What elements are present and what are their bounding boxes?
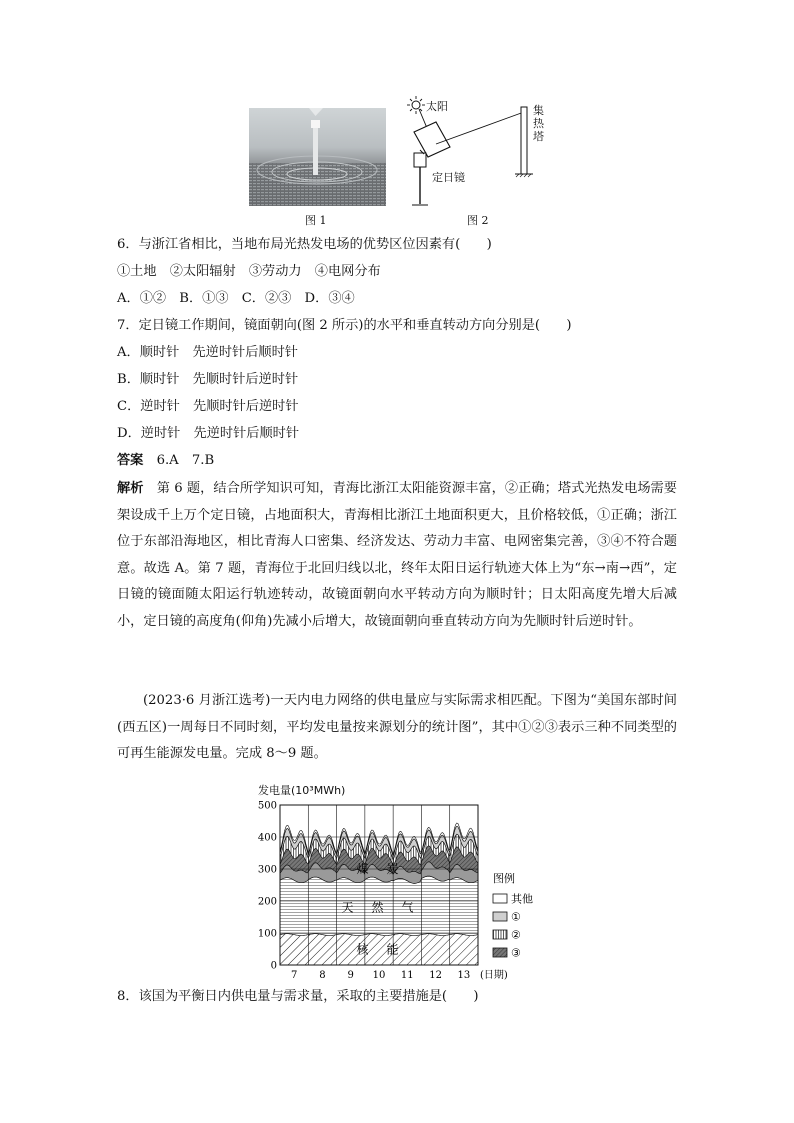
legend-item-label: 其他 [511, 892, 533, 906]
x-tick-label: 12 [429, 970, 442, 981]
power-generation-chart [250, 782, 550, 982]
x-tick-label: 9 [347, 970, 354, 981]
legend-item-label: ② [511, 928, 521, 942]
sun-label: 太阳 [426, 100, 448, 113]
x-tick-label: 7 [290, 970, 298, 981]
legend-title: 图例 [493, 872, 515, 885]
chart-ylabel: 发电量(10³MWh) [258, 784, 346, 797]
series-label-1: 天 然 气 [341, 900, 417, 915]
x-tick-label: 11 [400, 970, 414, 981]
q7-option-d: D．逆时针 先逆时针后顺时针 [117, 426, 300, 441]
figure1-caption: 图 1 [305, 214, 327, 227]
y-tick-label: 300 [257, 864, 277, 876]
legend-swatch [493, 948, 507, 957]
q6-stem: 6．与浙江省相比，当地布局光热发电场的优势区位因素有( ) [117, 237, 492, 252]
q6-options: A．①② B．①③ C．②③ D．③④ [117, 291, 355, 306]
tower-label: 集热塔 [533, 104, 544, 143]
solar-plant-photo [249, 108, 386, 206]
legend-swatch [493, 930, 507, 939]
analysis-label: 解析 [117, 481, 144, 496]
y-tick-label: 400 [257, 832, 277, 844]
legend-item-label: ① [511, 910, 521, 924]
q7-stem: 7．定日镜工作期间，镜面朝向(图 2 所示)的水平和垂直转动方向分别是( ) [117, 318, 572, 333]
y-tick-label: 0 [270, 960, 277, 972]
q7-option-b: B．顺时针 先顺时针后逆时针 [117, 372, 299, 387]
heliostat-diagram [400, 92, 550, 210]
series-label-2: 煤 炭 [356, 862, 402, 876]
intro-paragraph: (2023·6 月浙江选考)一天内电力网络的供电量应与实际需求相匹配。下图为“美国东部时间(西五区)一周每日不同时刻，平均发电量按来源划分的统计图”，其中①②③表示三种不同类型的可再生能源发电量。完成 8～9 题。 [117, 693, 677, 761]
series-label-0: 核 能 [356, 942, 402, 957]
analysis-text: 第 6 题，结合所学知识可知，青海比浙江太阳能资源丰富，②正确；塔式光热发电场需要架设成千上万个定日镜，占地面积大，青海相比浙江土地面积更大，且价格较低，①正确；浙江位于东部沿海地区，相比青海人口密集、经济发达、劳动力丰富、电网密集完善，③④不符合题意。故选 A。第 7 题，青海位于北回归线以北，终年太阳日运行轨迹大体上为“东→南→西”，定日镜的镜面随太阳运行轨迹转动，故镜面朝向水平转动方向为顺时针；日太阳高度先增大后减小，定日镜的高度角(仰角)先减小后增大，故镜面朝向垂直转动方向为先顺时针后逆时针。 [117, 481, 677, 629]
heliostat-label: 定日镜 [432, 171, 465, 184]
chart-xlabel: (日期) [480, 970, 508, 981]
answer-label: 答案 [117, 453, 144, 468]
chart-legend [493, 871, 533, 960]
legend-swatch [493, 912, 507, 921]
q6-factors: ①土地 ②太阳辐射 ③劳动力 ④电网分布 [117, 264, 381, 279]
answer-value: 6.A 7.B [156, 453, 215, 468]
q7-option-a: A．顺时针 先逆时针后顺时针 [117, 345, 298, 360]
legend-item-label: ③ [511, 946, 521, 960]
sun-icon [407, 96, 425, 114]
analysis-paragraph [117, 476, 677, 635]
x-tick-label: 8 [319, 970, 326, 981]
legend-swatch [493, 894, 507, 903]
x-tick-label: 13 [457, 970, 471, 981]
figure2-caption: 图 2 [467, 214, 489, 227]
y-tick-label: 200 [257, 896, 277, 908]
y-tick-label: 500 [257, 800, 277, 812]
answer-line [117, 452, 214, 470]
solar-plant-illustration [249, 108, 386, 206]
x-tick-label: 10 [372, 970, 386, 981]
y-tick-label: 100 [257, 928, 277, 940]
q7-option-c: C．逆时针 先顺时针后逆时针 [117, 399, 299, 414]
q8-stem: 8．该国为平衡日内供电量与需求量，采取的主要措施是( ) [117, 989, 479, 1004]
